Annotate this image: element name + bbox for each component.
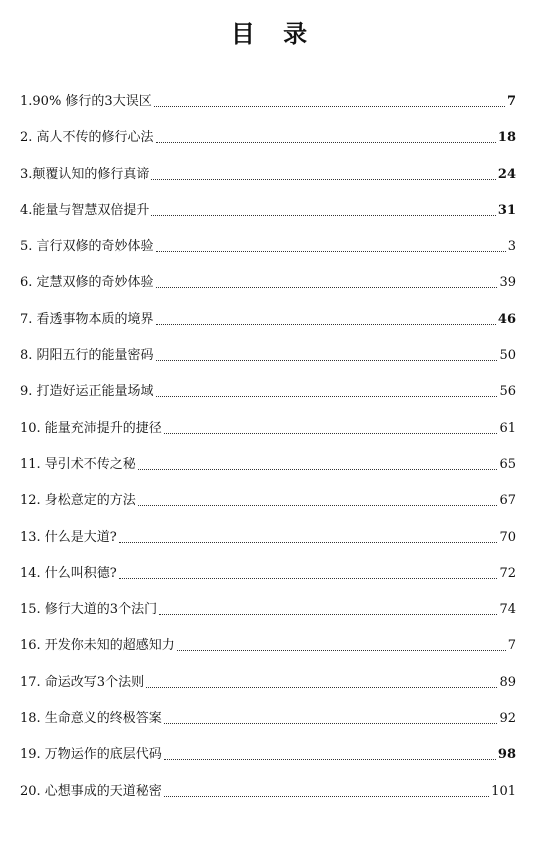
toc-page-number: 98 [497, 747, 516, 763]
toc-entry[interactable] [20, 456, 516, 492]
toc-entry-title: 9. 打造好运正能量场域 [20, 384, 154, 400]
toc-dot-leader [119, 529, 498, 543]
toc-entry-title: 17. 命运改写3个法则 [20, 674, 145, 690]
toc-entry-title: 6. 定慧双修的奇妙体验 [20, 275, 154, 291]
toc-entry[interactable] [20, 383, 516, 419]
toc-entry-title: 13. 什么是大道? [20, 529, 117, 545]
toc-dot-leader [119, 565, 498, 579]
toc-page-number: 65 [499, 456, 516, 472]
toc-page-number: 46 [497, 311, 516, 327]
toc-page-number: 74 [499, 602, 516, 618]
toc-entry[interactable] [20, 529, 516, 565]
toc-dot-leader [156, 274, 498, 288]
toc-page-number: 61 [499, 420, 516, 436]
toc-page-number: 67 [499, 493, 516, 509]
toc-entry-title: 1.90% 修行的3大误区 [20, 94, 152, 109]
toc-entry[interactable] [20, 93, 516, 129]
toc-entry[interactable] [20, 783, 516, 819]
toc-entry-title: 14. 什么叫积德? [20, 565, 117, 581]
toc-page-number: 18 [497, 130, 516, 146]
toc-dot-leader [138, 492, 498, 506]
toc-dot-leader [177, 637, 506, 651]
toc-entry[interactable] [20, 710, 516, 746]
toc-entry[interactable] [20, 746, 516, 782]
toc-page-number: 101 [491, 783, 516, 799]
toc-entry-title: 12. 身松意定的方法 [20, 493, 136, 509]
toc-entry[interactable] [20, 674, 516, 710]
toc-entry[interactable] [20, 565, 516, 601]
table-of-contents [20, 93, 516, 819]
toc-entry[interactable] [20, 311, 516, 347]
toc-dot-leader [154, 93, 505, 107]
toc-entry[interactable] [20, 166, 516, 202]
toc-entry-title: 8. 阴阳五行的能量密码 [20, 348, 154, 364]
toc-page-number: 31 [497, 202, 516, 218]
toc-page-number: 72 [499, 565, 516, 581]
toc-entry-title: 3.颠覆认知的修行真谛 [20, 166, 150, 182]
toc-entry-title: 5. 言行双修的奇妙体验 [20, 239, 154, 255]
toc-page-number: 7 [506, 94, 516, 109]
toc-entry[interactable] [20, 202, 516, 238]
toc-dot-leader [156, 383, 498, 397]
toc-dot-leader [151, 202, 496, 216]
toc-entry-title: 15. 修行大道的3个法门 [20, 602, 158, 618]
toc-entry[interactable] [20, 274, 516, 310]
toc-entry[interactable] [20, 347, 516, 383]
toc-dot-leader [151, 166, 496, 180]
toc-page-number: 89 [499, 674, 516, 690]
toc-dot-leader [164, 420, 498, 434]
toc-page-number: 70 [499, 529, 516, 545]
toc-entry[interactable] [20, 238, 516, 274]
toc-page-number: 7 [507, 638, 516, 654]
toc-page-number: 56 [499, 384, 516, 400]
toc-dot-leader [156, 311, 496, 325]
toc-page-number: 3 [507, 239, 516, 255]
toc-dot-leader [156, 347, 498, 361]
toc-dot-leader [164, 746, 496, 760]
toc-entry-title: 16. 开发你未知的超感知力 [20, 638, 175, 654]
toc-entry-title: 10. 能量充沛提升的捷径 [20, 420, 162, 436]
toc-dot-leader [164, 783, 489, 797]
toc-entry-title: 18. 生命意义的终极答案 [20, 711, 162, 727]
toc-entry[interactable] [20, 637, 516, 673]
toc-page-number: 24 [497, 166, 516, 182]
toc-entry-title: 4.能量与智慧双倍提升 [20, 202, 150, 218]
toc-dot-leader [146, 674, 497, 688]
toc-entry[interactable] [20, 420, 516, 456]
toc-dot-leader [159, 601, 497, 615]
toc-entry[interactable] [20, 492, 516, 528]
toc-entry[interactable] [20, 601, 516, 637]
toc-dot-leader [156, 238, 506, 252]
toc-dot-leader [156, 129, 496, 143]
toc-entry-title: 20. 心想事成的天道秘密 [20, 783, 162, 799]
toc-entry-title: 7. 看透事物本质的境界 [20, 311, 154, 327]
toc-page-number: 92 [499, 711, 516, 727]
toc-entry-title: 11. 导引术不传之秘 [20, 456, 136, 472]
toc-dot-leader [164, 710, 498, 724]
page-title: 目 录 [230, 20, 318, 48]
toc-page-number: 50 [499, 348, 516, 364]
toc-entry-title: 19. 万物运作的底层代码 [20, 747, 162, 763]
toc-dot-leader [138, 456, 498, 470]
toc-entry[interactable] [20, 129, 516, 165]
toc-page-number: 39 [499, 275, 516, 291]
toc-entry-title: 2. 高人不传的修行心法 [20, 130, 154, 146]
